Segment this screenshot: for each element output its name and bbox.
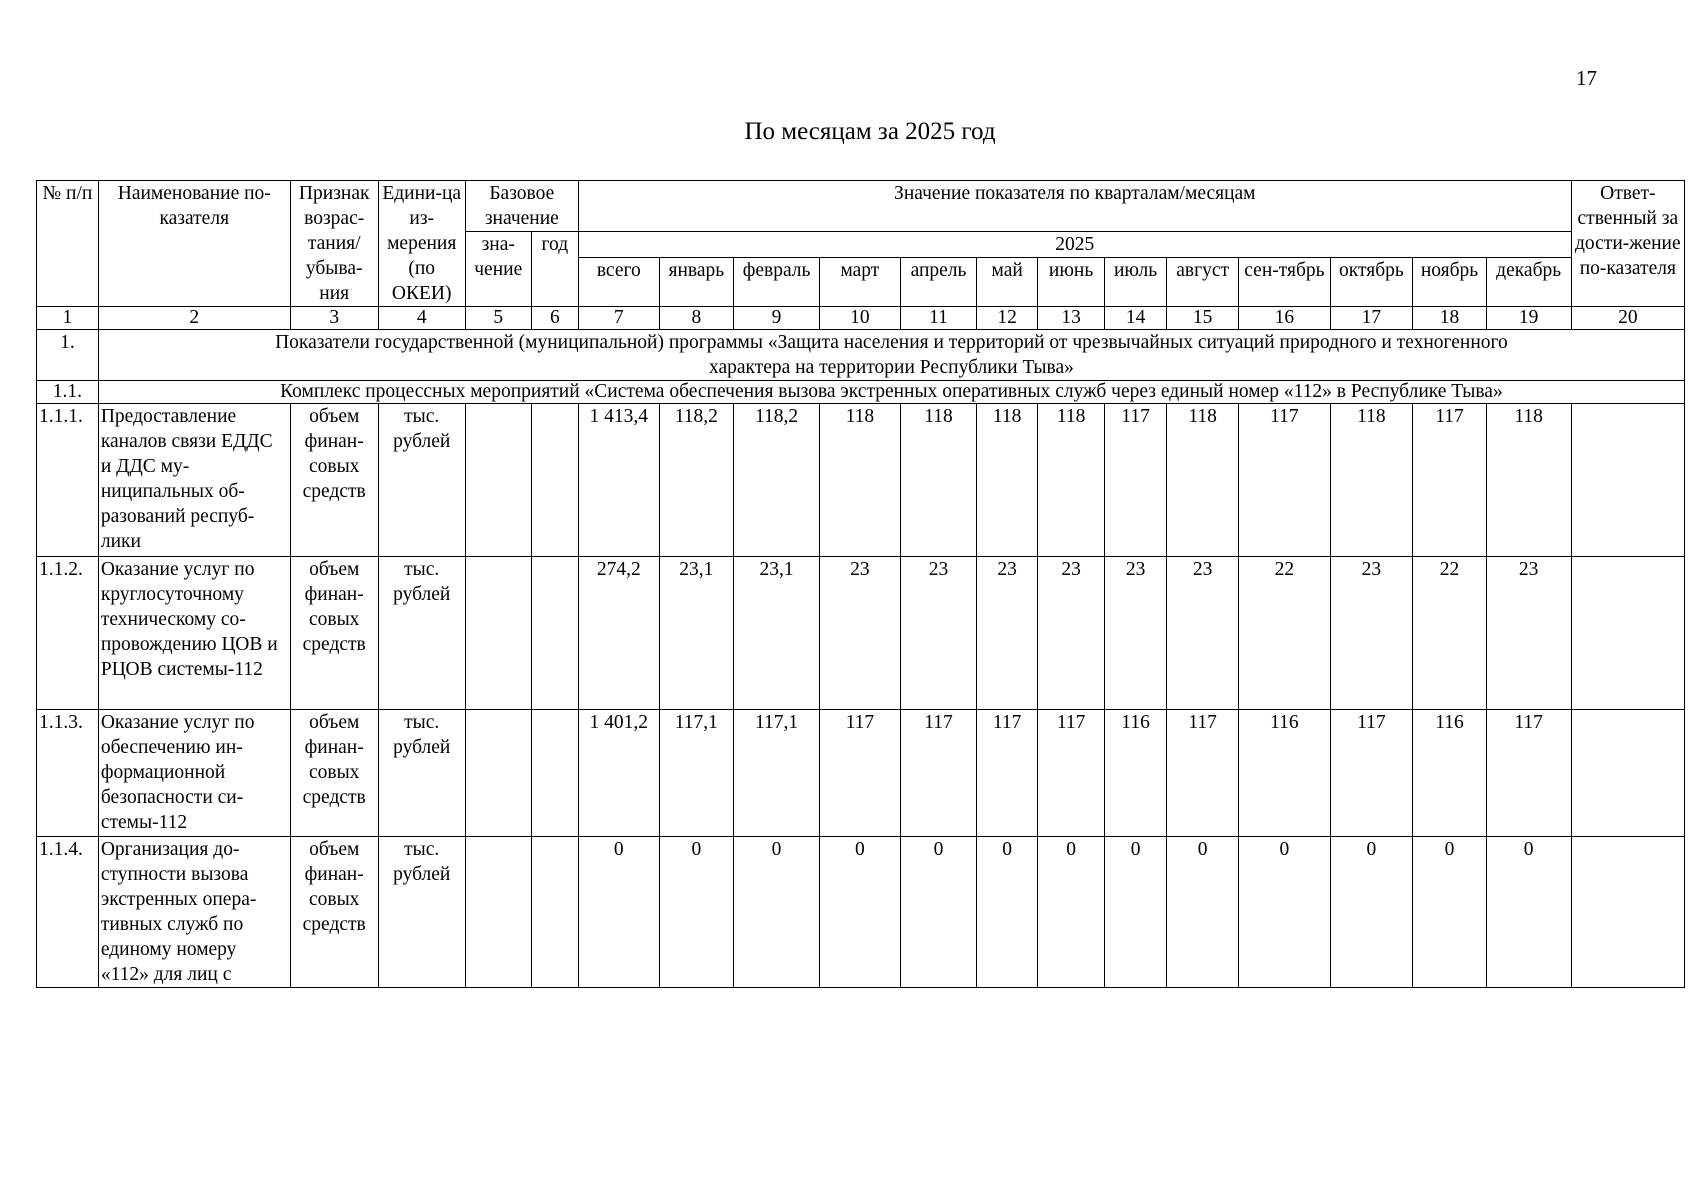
column-number: 1 [37, 307, 99, 330]
row-value-month: 23 [820, 557, 901, 710]
row-value-month: 23 [1166, 557, 1238, 710]
row-value-month: 0 [734, 837, 820, 988]
header-base-value-year: год [531, 232, 578, 307]
row-value-month: 118 [820, 404, 901, 557]
row-value-month: 23 [977, 557, 1038, 710]
row-trend-sign: объем финан-совых средств [290, 710, 378, 837]
page-number: 17 [1576, 66, 1597, 90]
column-number: 8 [659, 307, 733, 330]
row-value-month: 116 [1105, 710, 1167, 837]
row-indicator-name: Предоставление каналов связи ЕДДС и ДДС му-ниципальных об-разований респуб-лики [98, 404, 290, 557]
row-unit: тыс. рублей [378, 710, 465, 837]
row-value-month: 117 [977, 710, 1038, 837]
column-number: 3 [290, 307, 378, 330]
row-base-value [465, 837, 531, 988]
table-row [37, 710, 1685, 837]
column-number: 20 [1571, 307, 1684, 330]
row-responsible [1571, 837, 1684, 988]
row-value-month: 117 [1166, 710, 1238, 837]
row-value-month: 23 [1105, 557, 1167, 710]
header-month: январь [659, 258, 733, 307]
header-base-value-value: зна-чение [465, 232, 531, 307]
header-unit: Едини-ца из-мерения (по ОКЕИ) [378, 181, 465, 307]
row-base-year [531, 404, 578, 557]
row-value-month: 0 [1486, 837, 1571, 988]
row-value-month: 23 [1486, 557, 1571, 710]
row-value-month: 0 [1038, 837, 1105, 988]
row-base-year [531, 710, 578, 837]
subsection-number: 1.1. [37, 381, 99, 404]
header-month: октябрь [1330, 258, 1413, 307]
row-value-month: 0 [1105, 837, 1167, 988]
subsection-title: Комплекс процессных мероприятий «Система обеспечения вызова экстренных оперативных служб через единый номер «112» в Республике Тыва» [98, 381, 1684, 404]
row-base-value [465, 404, 531, 557]
row-number: 1.1.1. [37, 404, 99, 557]
row-indicator-name: Организация до-ступности вызова экстренных опера-тивных служб по единому номеру «112» для лиц с [98, 837, 290, 988]
table-row [37, 404, 1685, 557]
column-number: 5 [465, 307, 531, 330]
row-base-value [465, 557, 531, 710]
row-value-month: 116 [1413, 710, 1486, 837]
row-value-month: 0 [900, 837, 977, 988]
header-month: апрель [900, 258, 977, 307]
row-value-month: 22 [1239, 557, 1330, 710]
row-value-month: 117,1 [659, 710, 733, 837]
header-month: август [1166, 258, 1238, 307]
row-value-month: 0 [1166, 837, 1238, 988]
row-trend-sign: объем финан-совых средств [290, 404, 378, 557]
row-responsible [1571, 404, 1684, 557]
column-number: 13 [1038, 307, 1105, 330]
row-base-year [531, 557, 578, 710]
column-number: 18 [1413, 307, 1486, 330]
row-value-month: 22 [1413, 557, 1486, 710]
column-number: 16 [1239, 307, 1330, 330]
section-title: Показатели государственной (муниципальной) программы «Защита населения и территорий от чрезвычайных ситуаций природного и техногенного характера на территории Республики Тыва» [98, 330, 1684, 381]
row-value-month: 118,2 [659, 404, 733, 557]
row-unit: тыс. рублей [378, 557, 465, 710]
row-value-month: 118 [977, 404, 1038, 557]
row-value-month: 0 [820, 837, 901, 988]
column-number: 17 [1330, 307, 1413, 330]
header-trend-sign: Признак возрас-тания/ убыва-ния [290, 181, 378, 307]
header-month: июль [1105, 258, 1167, 307]
header-month: всего [578, 258, 659, 307]
header-month: декабрь [1486, 258, 1571, 307]
header-row [37, 181, 1685, 232]
row-value-total: 1 413,4 [578, 404, 659, 557]
row-value-month: 118 [1330, 404, 1413, 557]
header-number: № п/п [37, 181, 99, 307]
row-value-month: 117 [1486, 710, 1571, 837]
row-value-month: 117 [1413, 404, 1486, 557]
table-row [37, 837, 1685, 988]
header-period-values: Значение показателя по кварталам/месяцам [578, 181, 1571, 232]
column-number: 11 [900, 307, 977, 330]
row-value-month: 117 [1038, 710, 1105, 837]
row-value-month: 0 [1239, 837, 1330, 988]
section-row [37, 330, 1685, 381]
row-number: 1.1.3. [37, 710, 99, 837]
row-value-month: 117 [1330, 710, 1413, 837]
row-value-month: 23,1 [659, 557, 733, 710]
row-value-month: 118 [1166, 404, 1238, 557]
row-value-month: 0 [659, 837, 733, 988]
row-value-month: 117 [1105, 404, 1167, 557]
column-number: 12 [977, 307, 1038, 330]
column-number: 9 [734, 307, 820, 330]
column-numbers-row [37, 307, 1685, 330]
row-value-month: 23,1 [734, 557, 820, 710]
row-value-month: 0 [1330, 837, 1413, 988]
column-number: 15 [1166, 307, 1238, 330]
row-value-month: 118 [1038, 404, 1105, 557]
row-indicator-name: Оказание услуг по круглосуточному техническому со-провождению ЦОВ и РЦОВ системы-112 [98, 557, 290, 710]
row-value-month: 23 [1038, 557, 1105, 710]
row-trend-sign: объем финан-совых средств [290, 557, 378, 710]
row-unit: тыс. рублей [378, 837, 465, 988]
column-number: 6 [531, 307, 578, 330]
row-value-total: 1 401,2 [578, 710, 659, 837]
column-number: 19 [1486, 307, 1571, 330]
row-value-month: 118 [1486, 404, 1571, 557]
header-indicator-name: Наименование по-казателя [98, 181, 290, 307]
table-row [37, 557, 1685, 710]
header-month: июнь [1038, 258, 1105, 307]
row-responsible [1571, 710, 1684, 837]
section-number: 1. [37, 330, 99, 381]
indicators-table [36, 180, 1685, 988]
header-month: февраль [734, 258, 820, 307]
column-number: 4 [378, 307, 465, 330]
column-number: 14 [1105, 307, 1167, 330]
column-number: 10 [820, 307, 901, 330]
row-value-total: 274,2 [578, 557, 659, 710]
row-value-total: 0 [578, 837, 659, 988]
row-value-month: 0 [1413, 837, 1486, 988]
header-base-value: Базовое значение [465, 181, 578, 232]
row-indicator-name: Оказание услуг по обеспечению ин-формационной безопасности си-стемы-112 [98, 710, 290, 837]
row-value-month: 116 [1239, 710, 1330, 837]
row-base-value [465, 710, 531, 837]
row-value-month: 118,2 [734, 404, 820, 557]
row-trend-sign: объем финан-совых средств [290, 837, 378, 988]
row-value-month: 117 [820, 710, 901, 837]
row-value-month: 117 [1239, 404, 1330, 557]
row-base-year [531, 837, 578, 988]
row-number: 1.1.4. [37, 837, 99, 988]
header-year: 2025 [578, 232, 1571, 258]
row-value-month: 0 [977, 837, 1038, 988]
row-value-month: 118 [900, 404, 977, 557]
row-responsible [1571, 557, 1684, 710]
column-number: 7 [578, 307, 659, 330]
header-responsible: Ответ-ственный за дости-жение по-казателя [1571, 181, 1684, 307]
header-month: сен-тябрь [1239, 258, 1330, 307]
row-number: 1.1.2. [37, 557, 99, 710]
header-month: май [977, 258, 1038, 307]
document-title: По месяцам за 2025 год [744, 118, 996, 145]
row-value-month: 23 [1330, 557, 1413, 710]
row-value-month: 117 [900, 710, 977, 837]
row-value-month: 23 [900, 557, 977, 710]
row-value-month: 117,1 [734, 710, 820, 837]
column-number: 2 [98, 307, 290, 330]
row-unit: тыс. рублей [378, 404, 465, 557]
header-month: март [820, 258, 901, 307]
subsection-row [37, 381, 1685, 404]
header-month: ноябрь [1413, 258, 1486, 307]
